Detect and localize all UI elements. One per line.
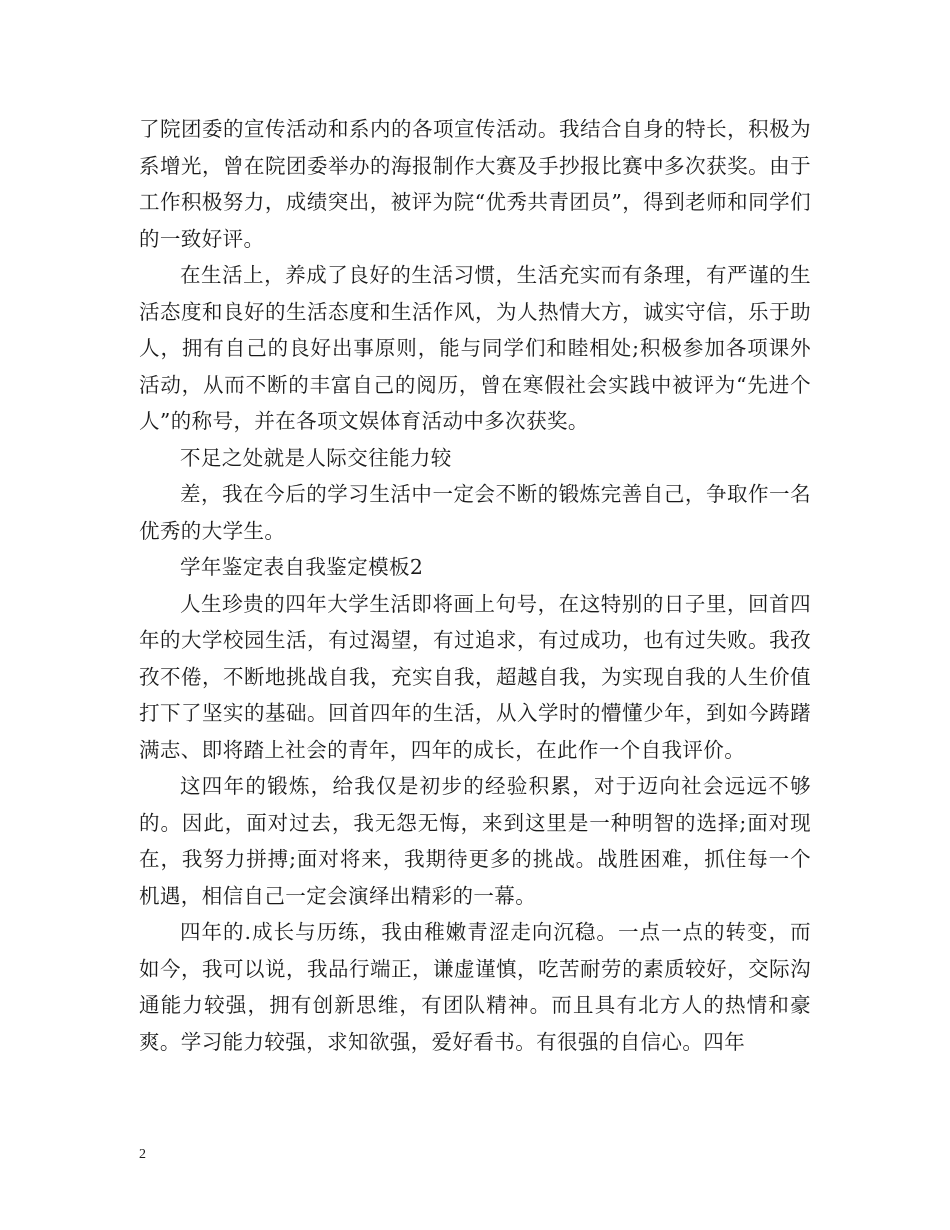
paragraph-4: 差，我在今后的学习生活中一定会不断的锻炼完善自己，争取作一名优秀的大学生。: [139, 482, 811, 543]
paragraph-1: 了院团委的宣传活动和系内的各项宣传活动。我结合自身的特长，积极为系增光，曾在院团委举办的海报制作大赛及手抄报比赛中多次获奖。由于工作积极努力，成绩突出，被评为院“优秀共青团员”，得到老师和同学们的一致好评。: [139, 117, 811, 251]
document-body: [139, 111, 811, 1060]
page-number: 2: [139, 1147, 146, 1162]
paragraph-5: 人生珍贵的四年大学生活即将画上句号，在这特别的日子里，回首四年的大学校园生活，有过渴望，有过追求，有过成功，也有过失败。我孜孜不倦，不断地挑战自我，充实自我，超越自我，为实现自我的人生价值打下了坚实的基础。回首四年的生活，从入学时的懵懂少年，到如今踌躇满志、即将踏上社会的青年，四年的成长，在此作一个自我评价。: [139, 591, 811, 762]
section-heading: 学年鉴定表自我鉴定模板2: [180, 555, 424, 579]
paragraph-3: 不足之处就是人际交往能力较: [180, 445, 452, 470]
paragraph-2: 在生活上，养成了良好的生活习惯，生活充实而有条理，有严谨的生活态度和良好的生活态度和生活作风，为人热情大方，诚实守信，乐于助人，拥有自己的良好出事原则，能与同学们和睦相处;积极参加各项课外活动，从而不断的丰富自己的阅历，曾在寒假社会实践中被评为“先进个人”的称号，并在各项文娱体育活动中多次获奖。: [139, 263, 811, 433]
paragraph-6: 这四年的锻炼，给我仅是初步的经验积累，对于迈向社会远远不够的。因此，面对过去，我无怨无悔，来到这里是一种明智的选择;面对现在，我努力拼搏;面对将来，我期待更多的挑战。战胜困难，抓住每一个机遇，相信自己一定会演绎出精彩的一幕。: [139, 774, 811, 908]
paragraph-7: 四年的.成长与历练，我由稚嫩青涩走向沉稳。一点一点的转变，而如今，我可以说，我品行端正，谦虚谨慎，吃苦耐劳的素质较好，交际沟通能力较强，拥有创新思维，有团队精神。而且具有北方人的热情和豪爽。学习能力较强，求知欲强，爱好看书。有很强的自信心。四年: [139, 920, 811, 1054]
